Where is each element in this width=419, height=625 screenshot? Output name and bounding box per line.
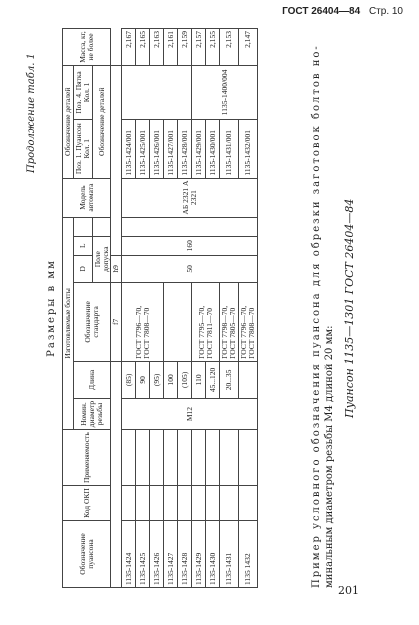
col-header-applicability: Применяемость: [63, 430, 111, 486]
col-header-length: Длина: [73, 361, 111, 398]
example-note: Пример условного обозначения пуансона для обрезки заготовок болтов но- минальным диаметром резьбы M4 длиной 20 мм:: [311, 44, 335, 588]
table-row: [122, 29, 136, 588]
cell-length: (85): [122, 361, 136, 398]
col-header-nominal-diameter: Номин. диаметр резьбы: [73, 398, 111, 429]
dimensions-caption: Размеры в мм: [46, 259, 57, 357]
cell-standard: ГОСТ 7796—70, ГОСТ 7808—70: [122, 282, 164, 361]
col-header-tolerance-field: Поле допуска: [92, 236, 111, 282]
page-number: 201: [338, 584, 359, 597]
col-header-f7: f7: [111, 282, 122, 361]
punch-table: [62, 28, 258, 588]
cell-l: 160: [122, 236, 258, 255]
col-header-bolts: Изготовляемые болты: [63, 217, 74, 430]
table-row: 1135-1431 20...35 ГОСТ 7798—70, ГОСТ 7805—70 1135-1431/001 2,153: [220, 29, 239, 588]
cell-pos1: 1135-1424/001: [122, 119, 136, 178]
col-header-pos-part: Обозначение деталей: [63, 66, 74, 179]
cell-nominal: M12: [122, 398, 258, 429]
standard-number: ГОСТ 26404—84: [282, 6, 361, 17]
rotated-content: [18, 28, 388, 588]
table-row: 1135 1432 ГОСТ 7796—70, ГОСТ 7808—70 1135-1432/001 2,147: [239, 29, 258, 588]
col-header-part-designation: Обозначение деталей: [92, 66, 111, 179]
col-header-l: L: [73, 236, 92, 255]
page-header: [276, 6, 403, 17]
col-header-blank: [73, 217, 92, 236]
page-label: Стр. 10: [368, 6, 403, 17]
table-row: 1135-1425 90 1135-1425/001 2,165: [136, 29, 150, 588]
table-row: 1135-1429 110 ГОСТ 7795—70, ГОСТ 7811—70 1135-1429/001 1135-1400/004 2,157: [192, 29, 206, 588]
col-header-blank2: [92, 217, 111, 236]
col-header-designation: Обозначение пуансона: [63, 521, 111, 588]
table-row: 1135-1426 (95) 1135-1426/001 2,163: [150, 29, 164, 588]
cell-mass: 2,167: [122, 29, 136, 66]
col-header-pos4: Поз. 4. Пятка Кол. 1: [73, 66, 92, 120]
table-row: 1135-1430 45...120 1135-1430/001 2,155: [206, 29, 220, 588]
col-header-okp: Код ОКП: [63, 486, 111, 521]
col-header-standard-designation: Обозначение стандарта: [73, 282, 111, 361]
cell-pos4: 1135-1400/004: [192, 66, 258, 120]
cell-model: АБ 2321 А 2321: [122, 178, 258, 217]
spacer: [111, 361, 122, 587]
col-header-h9: h9: [111, 255, 122, 282]
cell-punch: 1135-1424: [122, 521, 136, 588]
spacer2: [111, 66, 122, 256]
cell-d: 50: [122, 255, 258, 282]
table-row: 1135-1428 (105) 1135-1428/001 2,159: [178, 29, 192, 588]
table-continuation-label: Продолжение табл. 1: [26, 53, 37, 173]
col-header-d: D: [73, 255, 92, 282]
table-row: 1135-1427 100 1135-1427/001 2,161: [164, 29, 178, 588]
col-header-pos1: Поз. 1. Пуансон Кол. 1: [73, 119, 92, 178]
example-designation: Пуансон 1135—1301 ГОСТ 26404—84: [343, 198, 356, 418]
col-header-model: Модель автомата: [63, 178, 111, 217]
col-header-mass: Масса, кг, не более: [63, 29, 111, 66]
